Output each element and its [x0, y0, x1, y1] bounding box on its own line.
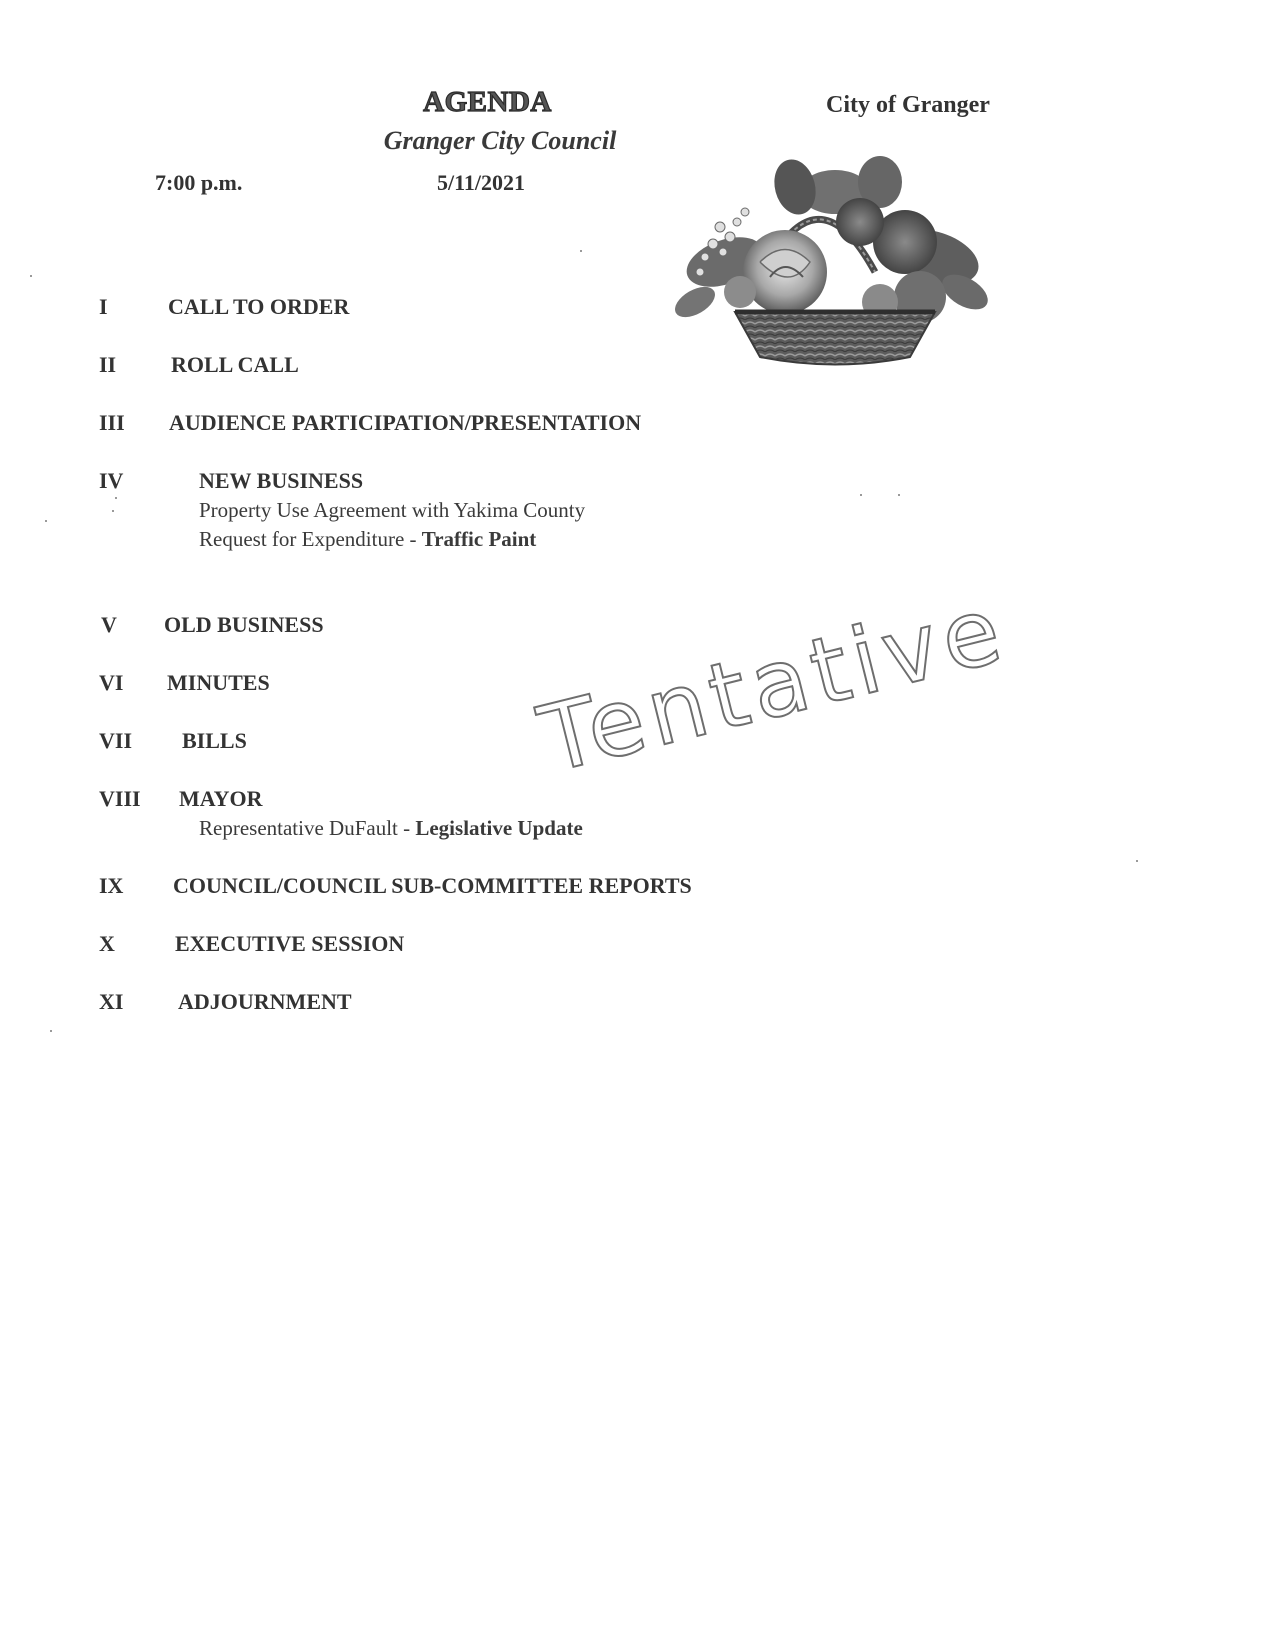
item-number: IV — [99, 468, 124, 493]
sub-item-text: Representative DuFault - — [199, 816, 416, 840]
city-name: City of Granger — [826, 92, 990, 118]
meeting-time: 7:00 p.m. — [155, 170, 243, 195]
sub-item-text: Property Use Agreement with Yakima County — [199, 498, 586, 522]
scan-speck — [50, 1030, 52, 1032]
item-number: III — [99, 410, 125, 435]
item-number: VIII — [99, 786, 141, 811]
item-roll-call: ROLL CALL — [171, 352, 299, 377]
sub-item-legislative-update — [199, 816, 583, 841]
item-executive-session: EXECUTIVE SESSION — [175, 931, 405, 956]
council-name: Granger City Council — [383, 126, 617, 155]
scan-speck — [30, 275, 32, 277]
item-old-business: OLD BUSINESS — [164, 612, 324, 637]
item-mayor: MAYOR — [179, 786, 263, 811]
item-council-reports: COUNCIL/COUNCIL SUB-COMMITTEE REPORTS — [173, 873, 692, 898]
item-number: V — [101, 612, 117, 637]
scan-speck — [898, 494, 900, 496]
scan-speck — [580, 250, 582, 252]
item-number: VII — [99, 728, 133, 753]
sub-item-text: Request for Expenditure - — [199, 527, 422, 551]
scan-speck — [115, 497, 117, 499]
item-number: I — [99, 294, 108, 319]
item-minutes: MINUTES — [167, 670, 270, 695]
scan-speck — [1136, 860, 1138, 862]
item-number: II — [99, 352, 117, 377]
sub-item-emphasis: Legislative Update — [415, 816, 583, 840]
item-call-to-order: CALL TO ORDER — [168, 294, 350, 319]
tentative-stamp: Tentative — [530, 575, 1017, 794]
sub-item-request-for-expenditure — [199, 527, 536, 552]
flower-basket-icon — [665, 152, 995, 372]
item-audience-participation: AUDIENCE PARTICIPATION/PRESENTATION — [169, 410, 642, 435]
item-number: IX — [99, 873, 124, 898]
item-adjournment: ADJOURNMENT — [178, 989, 352, 1014]
sub-item-property-use-agreement — [199, 498, 585, 523]
item-number: VI — [99, 670, 124, 695]
scan-speck — [45, 520, 47, 522]
scan-speck — [112, 510, 114, 512]
agenda-title: AGENDA — [423, 86, 552, 118]
meeting-date: 5/11/2021 — [437, 170, 526, 195]
scan-speck — [860, 494, 862, 496]
item-new-business: NEW BUSINESS — [199, 468, 364, 493]
item-number: XI — [99, 989, 124, 1014]
item-bills: BILLS — [182, 728, 247, 753]
item-number: X — [99, 931, 115, 956]
sub-item-emphasis: Traffic Paint — [421, 527, 537, 551]
